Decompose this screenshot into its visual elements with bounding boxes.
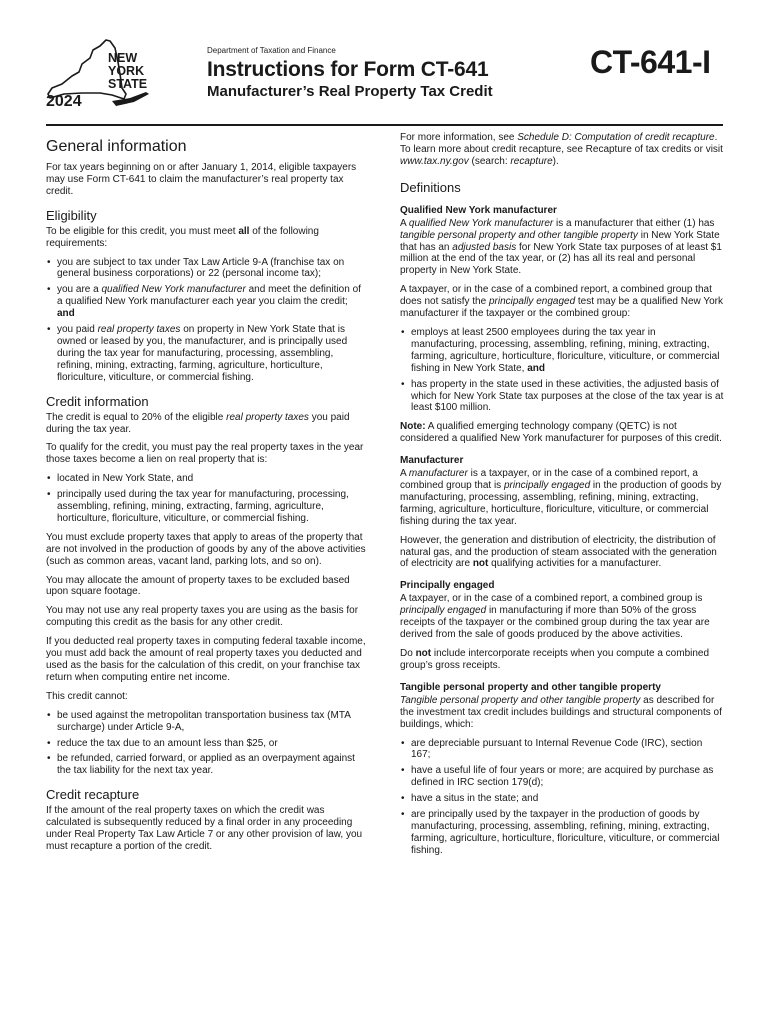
page-title: Instructions for Form CT-641 (207, 58, 489, 81)
credit-recapture-heading: Credit recapture (46, 787, 140, 803)
eligibility-intro: To be eligible for this credit, you must meet all of the following requirements: (46, 225, 319, 249)
list-item: • employs at least 2500 employees during the tax year in manufacturing, processing, assembling, refining, mining, extracting, farming, agriculture, horticulture, floriculture, viticulture, or commercial fishing in New York State, and (400, 327, 724, 375)
department-name: Department of Taxation and Finance (207, 46, 336, 55)
list-item: • be refunded, carried forward, or applied as an overpayment against the tax liability for the next tax year. (46, 753, 366, 777)
qualified-manufacturer-list (400, 327, 724, 414)
logo-text-state: STATE (108, 77, 148, 91)
logo-year: 2024 (46, 93, 82, 110)
list-item: • are depreciable pursuant to Internal Revenue Code (IRC), section 167; (400, 738, 724, 762)
credit-qualify-list (46, 473, 366, 525)
general-information-heading: General information (46, 138, 187, 155)
list-item: • are principally used by the taxpayer in the production of goods by manufacturing, processing, assembling, refining, mining, extracting, farming, agriculture, horticulture, floriculture, viticulture, or commercial fishing. (400, 809, 724, 857)
paragraph: This credit cannot: (46, 690, 128, 702)
list-item: • principally used during the tax year for manufacturing, processing, assembling, refining, mining, extracting, farming, agriculture, horticulture, floriculture, viticulture, or commercial fishing. (46, 489, 366, 525)
left-column (46, 132, 366, 860)
right-column (400, 132, 724, 864)
logo-text-new: NEW (108, 51, 138, 65)
list-item: • located in New York State, and (46, 473, 366, 485)
credit-cannot-list (46, 710, 366, 778)
list-item: • you are a qualified New York manufacturer and meet the definition of a qualified New York manufacturer each year you claim the credit; and (46, 284, 366, 320)
eligibility-list (46, 257, 366, 384)
paragraph: A taxpayer, or in the case of a combined report, a combined group is principally engaged in manufacturing if more than 50% of the gross receipts of the taxpayer or the combined group during the tax year are derived from the sale of goods produced by the above activities. (400, 593, 710, 641)
list-item: • have a useful life of four years or more; are acquired by purchase as defined in IRC section 179(d); (400, 765, 724, 789)
list-item: • you paid real property taxes on property in New York State that is owned or leased by you, the manufacturer, and is principally used during the tax year for manufacturing, processing, assembling, refining, mining, extracting, farming, agriculture, horticulture, floriculture, viticulture, or commercial fishing. (46, 324, 366, 384)
paragraph: A taxpayer, or in the case of a combined report, a combined group that does not satisfy the principally engaged test may be a qualified New York manufacturer if the taxpayer or the combined group: (400, 284, 723, 320)
paragraph: The credit is equal to 20% of the eligible real property taxes you paid during the tax year. (46, 411, 350, 435)
paragraph: However, the generation and distribution of electricity, the distribution of natural gas, and the production of steam associated with the generation of electricity are not qualifying activities for a manufacturer. (400, 534, 717, 570)
tangible-property-list (400, 738, 724, 857)
list-item: • have a situs in the state; and (400, 793, 724, 805)
eligibility-heading: Eligibility (46, 207, 97, 223)
manufacturer-heading: Manufacturer (400, 455, 464, 467)
paragraph: You may allocate the amount of property taxes to be excluded based upon square footage. (46, 574, 350, 598)
list-item: • you are subject to tax under Tax Law Article 9-A (franchise tax on general business corporations) or 22 (personal income tax); (46, 257, 366, 281)
general-information-text: For tax years beginning on or after January 1, 2014, eligible taxpayers may use Form CT-641 to claim the manufacturer’s real property tax credit. (46, 162, 357, 197)
list-item: • be used against the metropolitan transportation business tax (MTA surcharge) under Article 9-A, (46, 710, 366, 734)
nys-logo (46, 38, 156, 114)
paragraph: A manufacturer is a taxpayer, or in the case of a combined report, a combined group that is principally engaged in the production of goods by manufacturing, processing, assembling, refining, mining, extracting, farming, agriculture, horticulture, floriculture, viticulture, or commercial fishing during the tax year. (400, 468, 722, 527)
qualified-ny-manufacturer-heading: Qualified New York manufacturer (400, 204, 557, 216)
paragraph: Do not include intercorporate receipts when you compute a combined group’s gross receipts. (400, 648, 710, 671)
list-item: • has property in the state used in these activities, the adjusted basis of which for New York State tax purposes at the close of the tax year is at least $100 million. (400, 379, 724, 415)
definitions-heading: Definitions (400, 179, 461, 195)
paragraph: To qualify for the credit, you must pay the real property taxes in the year those taxes become a lien on real property that is: (46, 442, 364, 466)
paragraph: You must exclude property taxes that apply to areas of the property that are not involved in the production of goods by any of the above activities (such as common areas, vacant land, parking lots, and so on). (46, 531, 366, 567)
more-information-text: For more information, see Schedule D: Computation of credit recapture. To learn more about credit recapture, see Recapture of tax credits or visit www.tax.ny.gov (search: recapture). (400, 132, 723, 167)
form-number: CT-641-I (590, 44, 711, 80)
logo-text-york: YORK (108, 64, 145, 78)
paragraph: If the amount of the real property taxes on which the credit was calculated is subsequently reduced by a final order in any proceeding under Real Property Tax Law Article 7 or any other provision of law, you must recapture a portion of the credit. (46, 805, 363, 852)
paragraph: If you deducted real property taxes in computing federal taxable income, you must add back the amount of real property taxes you deducted and used as the basis for the calculation of this credit, on your franchise tax return when computing entire net income. (46, 636, 366, 683)
credit-information-heading: Credit information (46, 393, 149, 409)
header-divider (46, 124, 723, 126)
principally-engaged-heading: Principally engaged (400, 580, 495, 592)
page-subtitle: Manufacturer’s Real Property Tax Credit (207, 83, 493, 100)
list-item: • reduce the tax due to an amount less than $25, or (46, 738, 366, 750)
paragraph: Tangible personal property and other tangible property as described for the investment tax credit includes buildings and structural components of buildings, which: (400, 694, 722, 730)
paragraph: You may not use any real property taxes you are using as the basis for computing this credit as the basis for any other credit. (46, 605, 359, 629)
tangible-property-heading: Tangible personal property and other tangible property (400, 681, 661, 693)
note-paragraph: Note: A qualified emerging technology company (QETC) is not considered a qualified New York manufacturer for purposes of this credit. (400, 421, 722, 445)
paragraph: A qualified New York manufacturer is a manufacturer that either (1) has tangible personal property and other tangible property in New York State that has an adjusted basis for New York State tax purposes of at least $1 million at the end of the tax year, or (2) has all its real and personal property in New York State. (400, 217, 722, 277)
